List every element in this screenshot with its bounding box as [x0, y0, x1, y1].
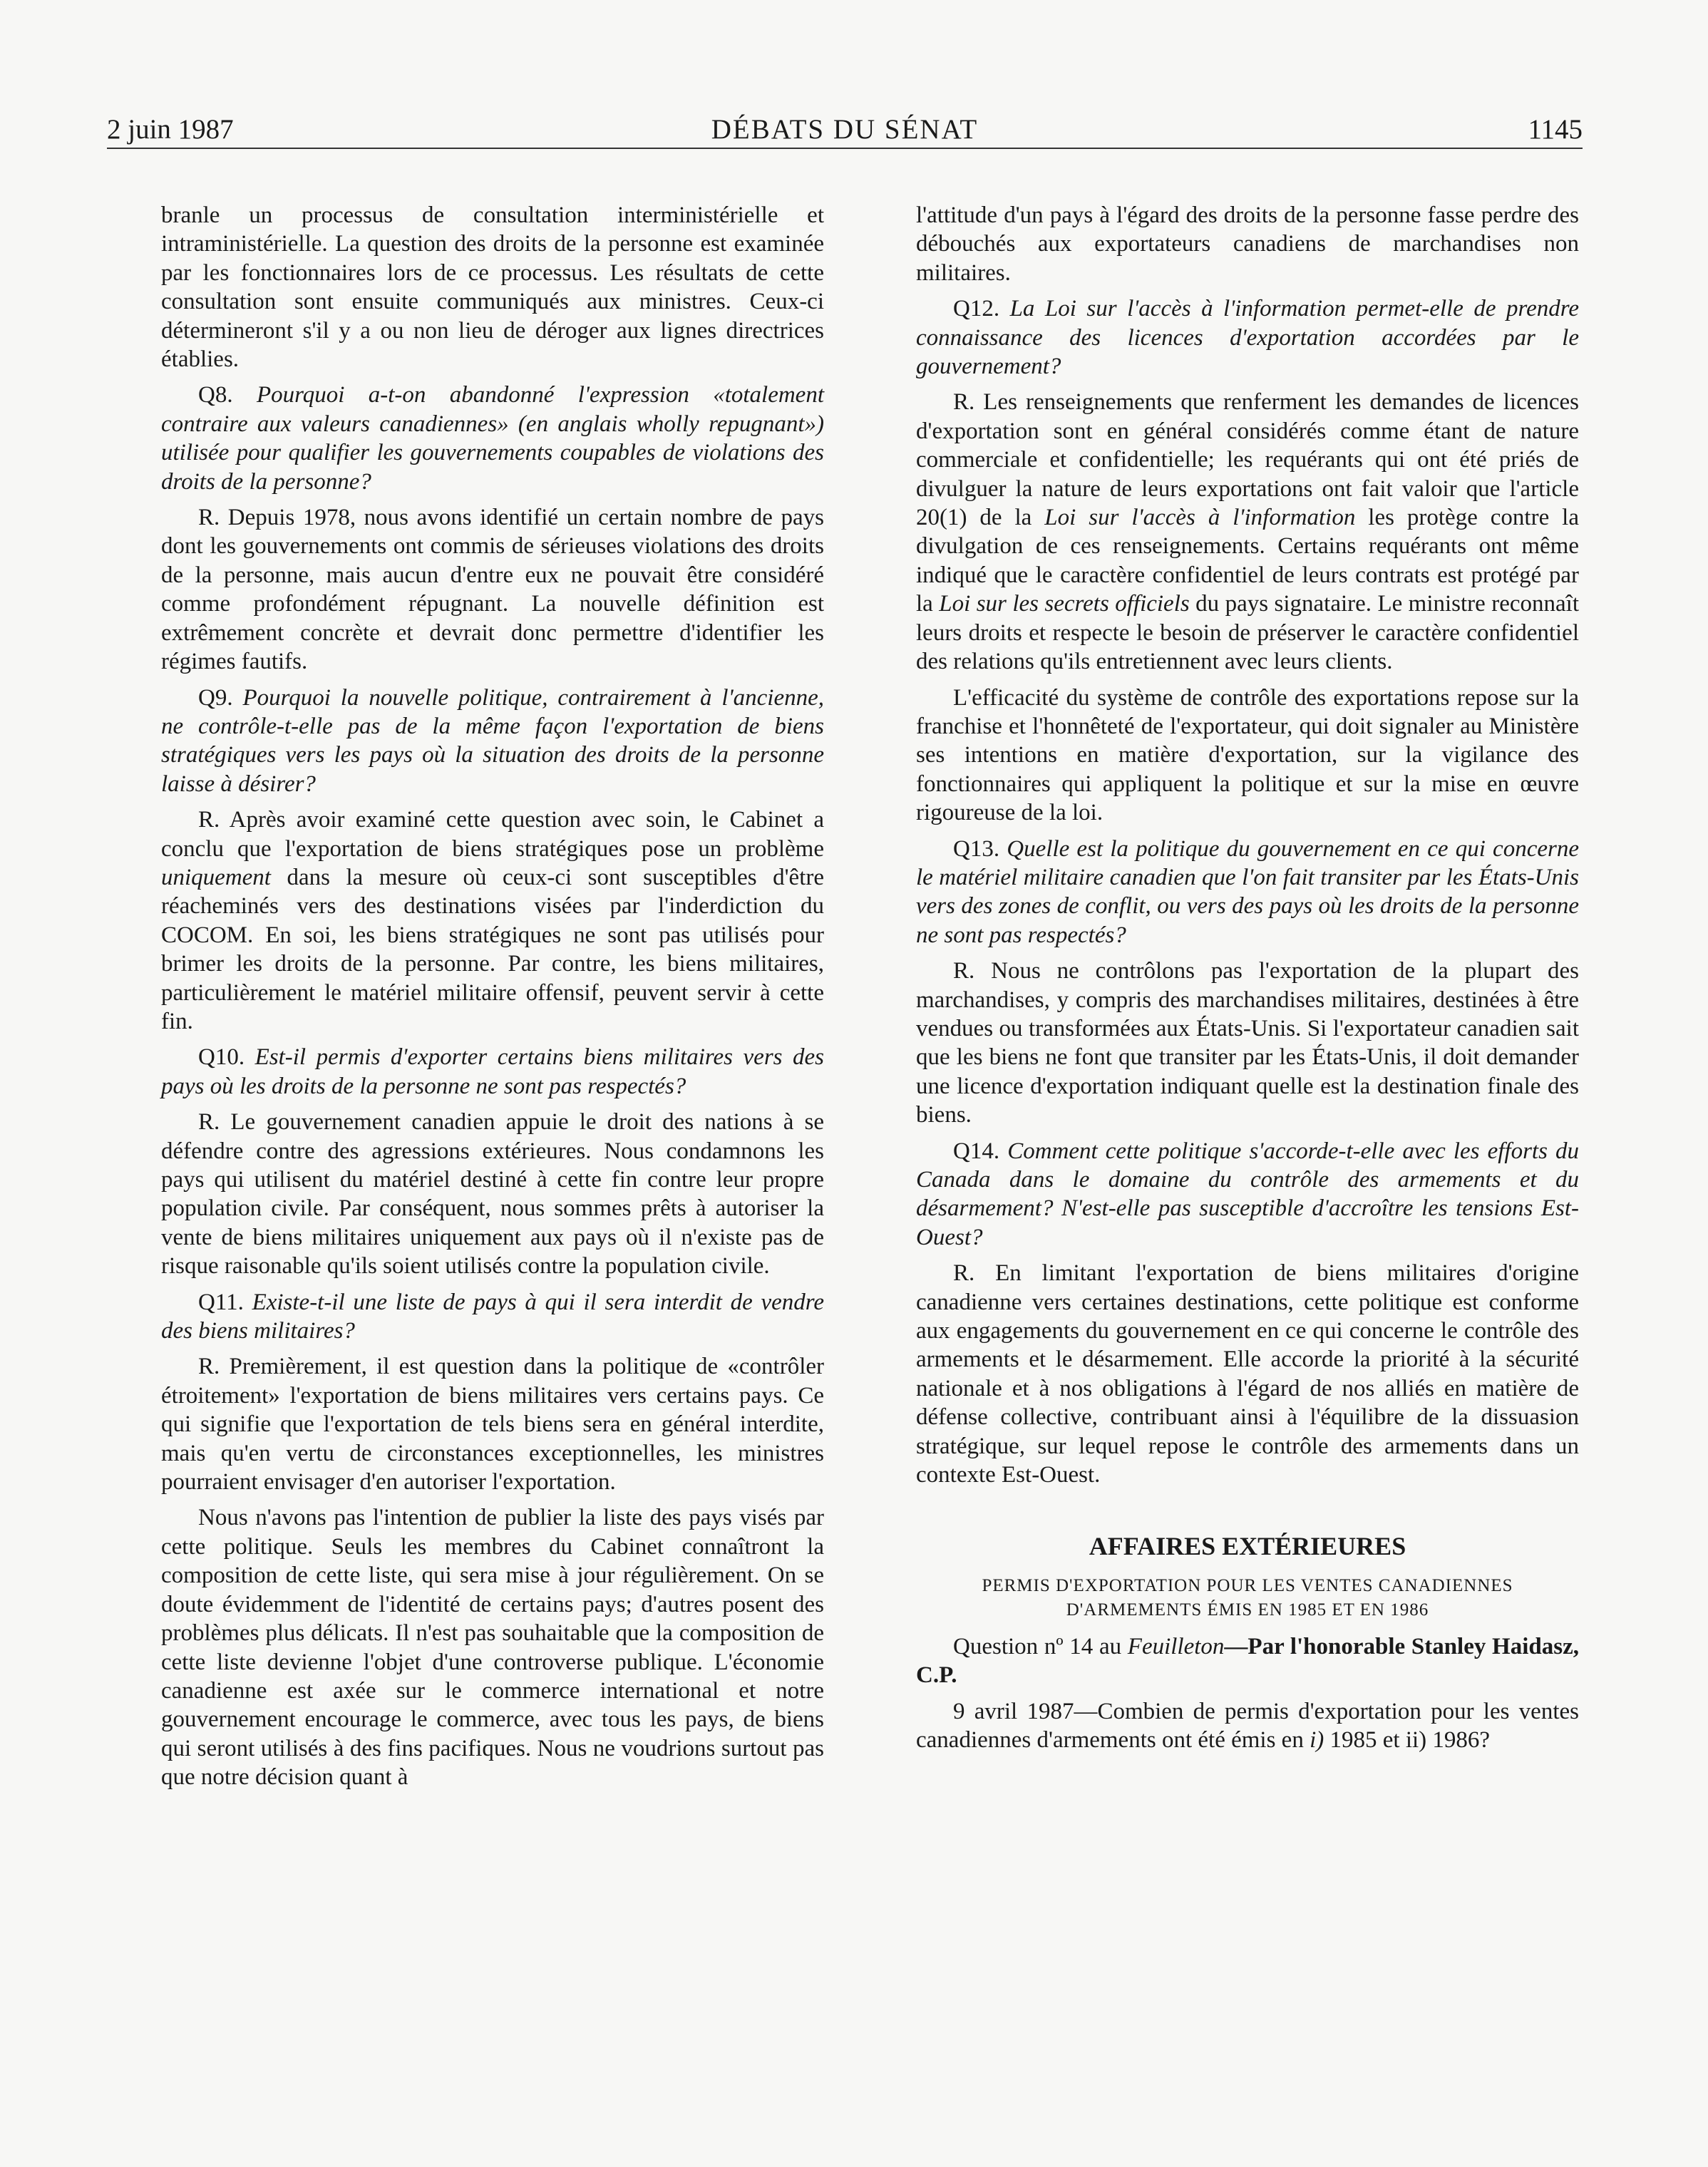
page-header — [107, 114, 1583, 151]
answer-r13: R. Nous ne contrôlons pas l'exportation de la plupart des marchandises, y compris des marchandises militaires, destinées à être vendues ou transformées aux États-Unis. Si l'exportateur canadien sait que les biens ne font que transiter par les États-Unis, il doit demander une licence d'exportation indiquant quelle est la destination finale des biens. — [916, 958, 1579, 1128]
right-column — [916, 201, 1579, 1762]
question-body — [916, 1697, 1579, 1755]
question-text: 1985 et ii) 1986? — [1329, 1727, 1491, 1754]
question-text: Quelle est la politique du gouvernement en ce qui concerne le matériel militaire canadien que l'on fait transiter par les États-Unis vers des zones de conflit, ou vers des pays où les droits de la personne ne sont pas respectés? — [916, 835, 1579, 948]
paragraph: L'efficacité du système de contrôle des exportations repose sur la franchise et l'honnêteté de l'exportateur, qui doit signaler au Ministère ses intentions en matière d'exportation, sur la vigilance des fonctionnaires qui appliquent la politique et sur la mise en œuvre rigoureuse de la loi. — [916, 684, 1579, 826]
page-number: 1145 — [1528, 114, 1583, 145]
question-text: 9 avril 1987—Combien de permis d'exportation pour les ventes canadiennes d'armements ont été émis en — [916, 1698, 1579, 1754]
question-q9 — [161, 684, 824, 799]
question-text: Existe-t-il une liste de pays à qui il sera interdit de vendre des biens militaires? — [161, 1289, 825, 1344]
question-entry — [916, 1632, 1579, 1690]
answer-r9 — [161, 805, 824, 1036]
question-label: Q8. — [198, 382, 233, 408]
question-label: Q9. — [198, 684, 233, 711]
answer-r10: R. Le gouvernement canadien appuie le droit des nations à se défendre contre des agressions extérieures. Nous condamnons les pays qui utilisent du matériel destiné à cette fin contre leur propre population civile. Par conséquent, nous sommes prêts à autoriser la vente de biens militaires uniquement aux pays où il n'existe pas de risque raisonable qu'ils soient utilisés contre la population civile. — [161, 1109, 824, 1280]
question-q12 — [916, 294, 1579, 381]
emphasis: Loi sur les secrets officiels — [939, 591, 1190, 617]
question-intro: Question nº 14 au — [953, 1633, 1122, 1659]
question-label: Q11. — [198, 1289, 244, 1315]
header-title: DÉBATS DU SÉNAT — [711, 114, 979, 145]
question-q10 — [161, 1043, 824, 1101]
question-q8 — [161, 381, 824, 496]
question-label: Q14. — [953, 1138, 1000, 1164]
left-column — [161, 201, 824, 1799]
answer-r14: R. En limitant l'exportation de biens militaires d'origine canadienne vers certaines destinations, cette politique est conforme aux engagements du gouvernement en ce qui concerne le contrôle des armements et le désarmement. Elle accorde la priorité à la sécurité nationale et à nos obligations à l'égard de nos alliés en matière de défense collective, contribuant ainsi à l'équilibre de la dissuasion stratégique, sur lequel repose le contrôle des armements dans un contexte Est-Ouest. — [916, 1260, 1579, 1488]
question-label: Q13. — [953, 835, 1000, 862]
header-date: 2 juin 1987 — [107, 114, 234, 145]
section-title: AFFAIRES EXTÉRIEURES — [1089, 1532, 1406, 1561]
answer-text: les protège contre la divulgation de ces renseignements. Certains requérants ont même indiqué que le caractère confidentiel de leurs contrats est protégé par la — [916, 505, 1579, 617]
question-text: Comment cette politique s'accorde-t-elle avec les efforts du Canada dans le domaine du contrôle des armements et du désarmement? N'est-elle pas susceptible d'accroître les tensions Est-Ouest? — [916, 1138, 1580, 1250]
paragraph: l'attitude d'un pays à l'égard des droits de la personne fasse perdre des débouchés aux exportateurs canadiens de marchandises non militaires. — [916, 202, 1579, 286]
header-rule — [107, 148, 1583, 149]
answer-r12 — [916, 388, 1579, 676]
emphasis: Loi sur l'accès à l'information — [1044, 505, 1356, 531]
question-author: —Par l'honorable Stanley Haidasz, C.P. — [916, 1633, 1579, 1689]
answer-text: R. Après avoir examiné cette question avec soin, le Cabinet a conclu que l'exportation de biens stratégiques pose un problème — [161, 807, 824, 862]
section-subtitle: PERMIS D'EXPORTATION POUR LES VENTES CANADIENNES D'ARMEMENTS ÉMIS EN 1985 ET EN 1986 — [982, 1575, 1513, 1620]
question-q14 — [916, 1137, 1579, 1252]
answer-text: R. Les renseignements que renferment les demandes de licences d'exportation sont en général considérés comme étant de nature commerciale et confidentielle; les requérants qui ont été priés de divulguer la nature de leurs exportations ont fait valoir que l'article 20(1) de la — [916, 389, 1579, 531]
paragraph: branle un processus de consultation interministérielle et intraministérielle. La question des droits de la personne est examinée par les fonctionnaires lors de ce processus. Les résultats de cette consultation sont ensuite communiqués aux ministres. Ceux-ci détermineront s'il y a ou non lieu de déroger aux lignes directrices établies. — [161, 202, 824, 373]
answer-text: dans la mesure où ceux-ci sont susceptibles d'être réacheminés vers des destinations visées par l'inderdiction du COCOM. En soi, les biens stratégiques ne sont pas utilisés pour brimer les droits de la personne. Par contre, les biens militaires, particulièrement le matériel militaire offensif, peuvent servir à cette fin. — [161, 864, 824, 1034]
question-text: Pourquoi la nouvelle politique, contrairement à l'ancienne, ne contrôle-t-elle pas de la même façon l'exportation de biens stratégiques vers les pays où la situation des droits de la personne laisse à désirer? — [161, 684, 824, 797]
emphasis: Feuilleton — [1127, 1633, 1225, 1659]
question-q13 — [916, 835, 1579, 950]
emphasis: i) — [1310, 1727, 1324, 1754]
emphasis: uniquement — [161, 864, 271, 890]
question-label: Q12. — [953, 296, 1000, 322]
answer-r11: R. Premièrement, il est question dans la politique de «contrôler étroitement» l'exportation de biens militaires vers certains pays. Ce qui signifie que l'exportation de tels biens sera en général interdite, mais qu'en vertu de circonstances exceptionnelles, les ministres pourraient envisager d'en autoriser l'exportation. — [161, 1354, 824, 1496]
question-q11 — [161, 1288, 824, 1346]
paragraph: Nous n'avons pas l'intention de publier la liste des pays visés par cette politique. Seuls les membres du Cabinet connaîtront la composition de cette liste, qui sera mise à jour régulièrement. On se doute évidemment de l'identité de certains pays; d'autres posent des problèmes plus délicats. Il n'est pas souhaitable que la composition de cette liste devienne l'objet d'une controverse publique. L'économie canadienne est axée sur le commerce international et notre gouvernement encourage le commerce, avec tous les pays, de biens qui seront utilisés à des fins pacifiques. Nous ne voudrions surtout pas que notre décision quant à — [161, 1505, 824, 1791]
question-label: Q10. — [198, 1044, 245, 1071]
question-text: Est-il permis d'exporter certains biens militaires vers des pays où les droits de la personne ne sont pas respectés? — [161, 1044, 824, 1099]
question-text: La Loi sur l'accès à l'information permet-elle de prendre connaissance des licences d'exportation accordées par le gouvernement? — [916, 296, 1580, 380]
answer-r8: R. Depuis 1978, nous avons identifié un certain nombre de pays dont les gouvernements ont commis de sérieuses violations des droits de la personne, mais aucun d'entre eux ne pouvait être considéré comme profondément répugnant. La nouvelle définition est extrêmement concrète et devrait donc permettre d'identifier les régimes fautifs. — [161, 505, 824, 675]
question-text: Pourquoi a-t-on abandonné l'expression «totalement contraire aux valeurs canadiennes» (en anglais wholly repugnant») utilisée pour qualifier les gouvernements coupables de violations des droits de la personne? — [161, 382, 824, 495]
answer-text: du pays signataire. Le ministre reconnaît leurs droits et respecte le besoin de préserver le caractère confidentiel des relations qu'ils entretiennent avec leurs clients. — [916, 591, 1580, 675]
